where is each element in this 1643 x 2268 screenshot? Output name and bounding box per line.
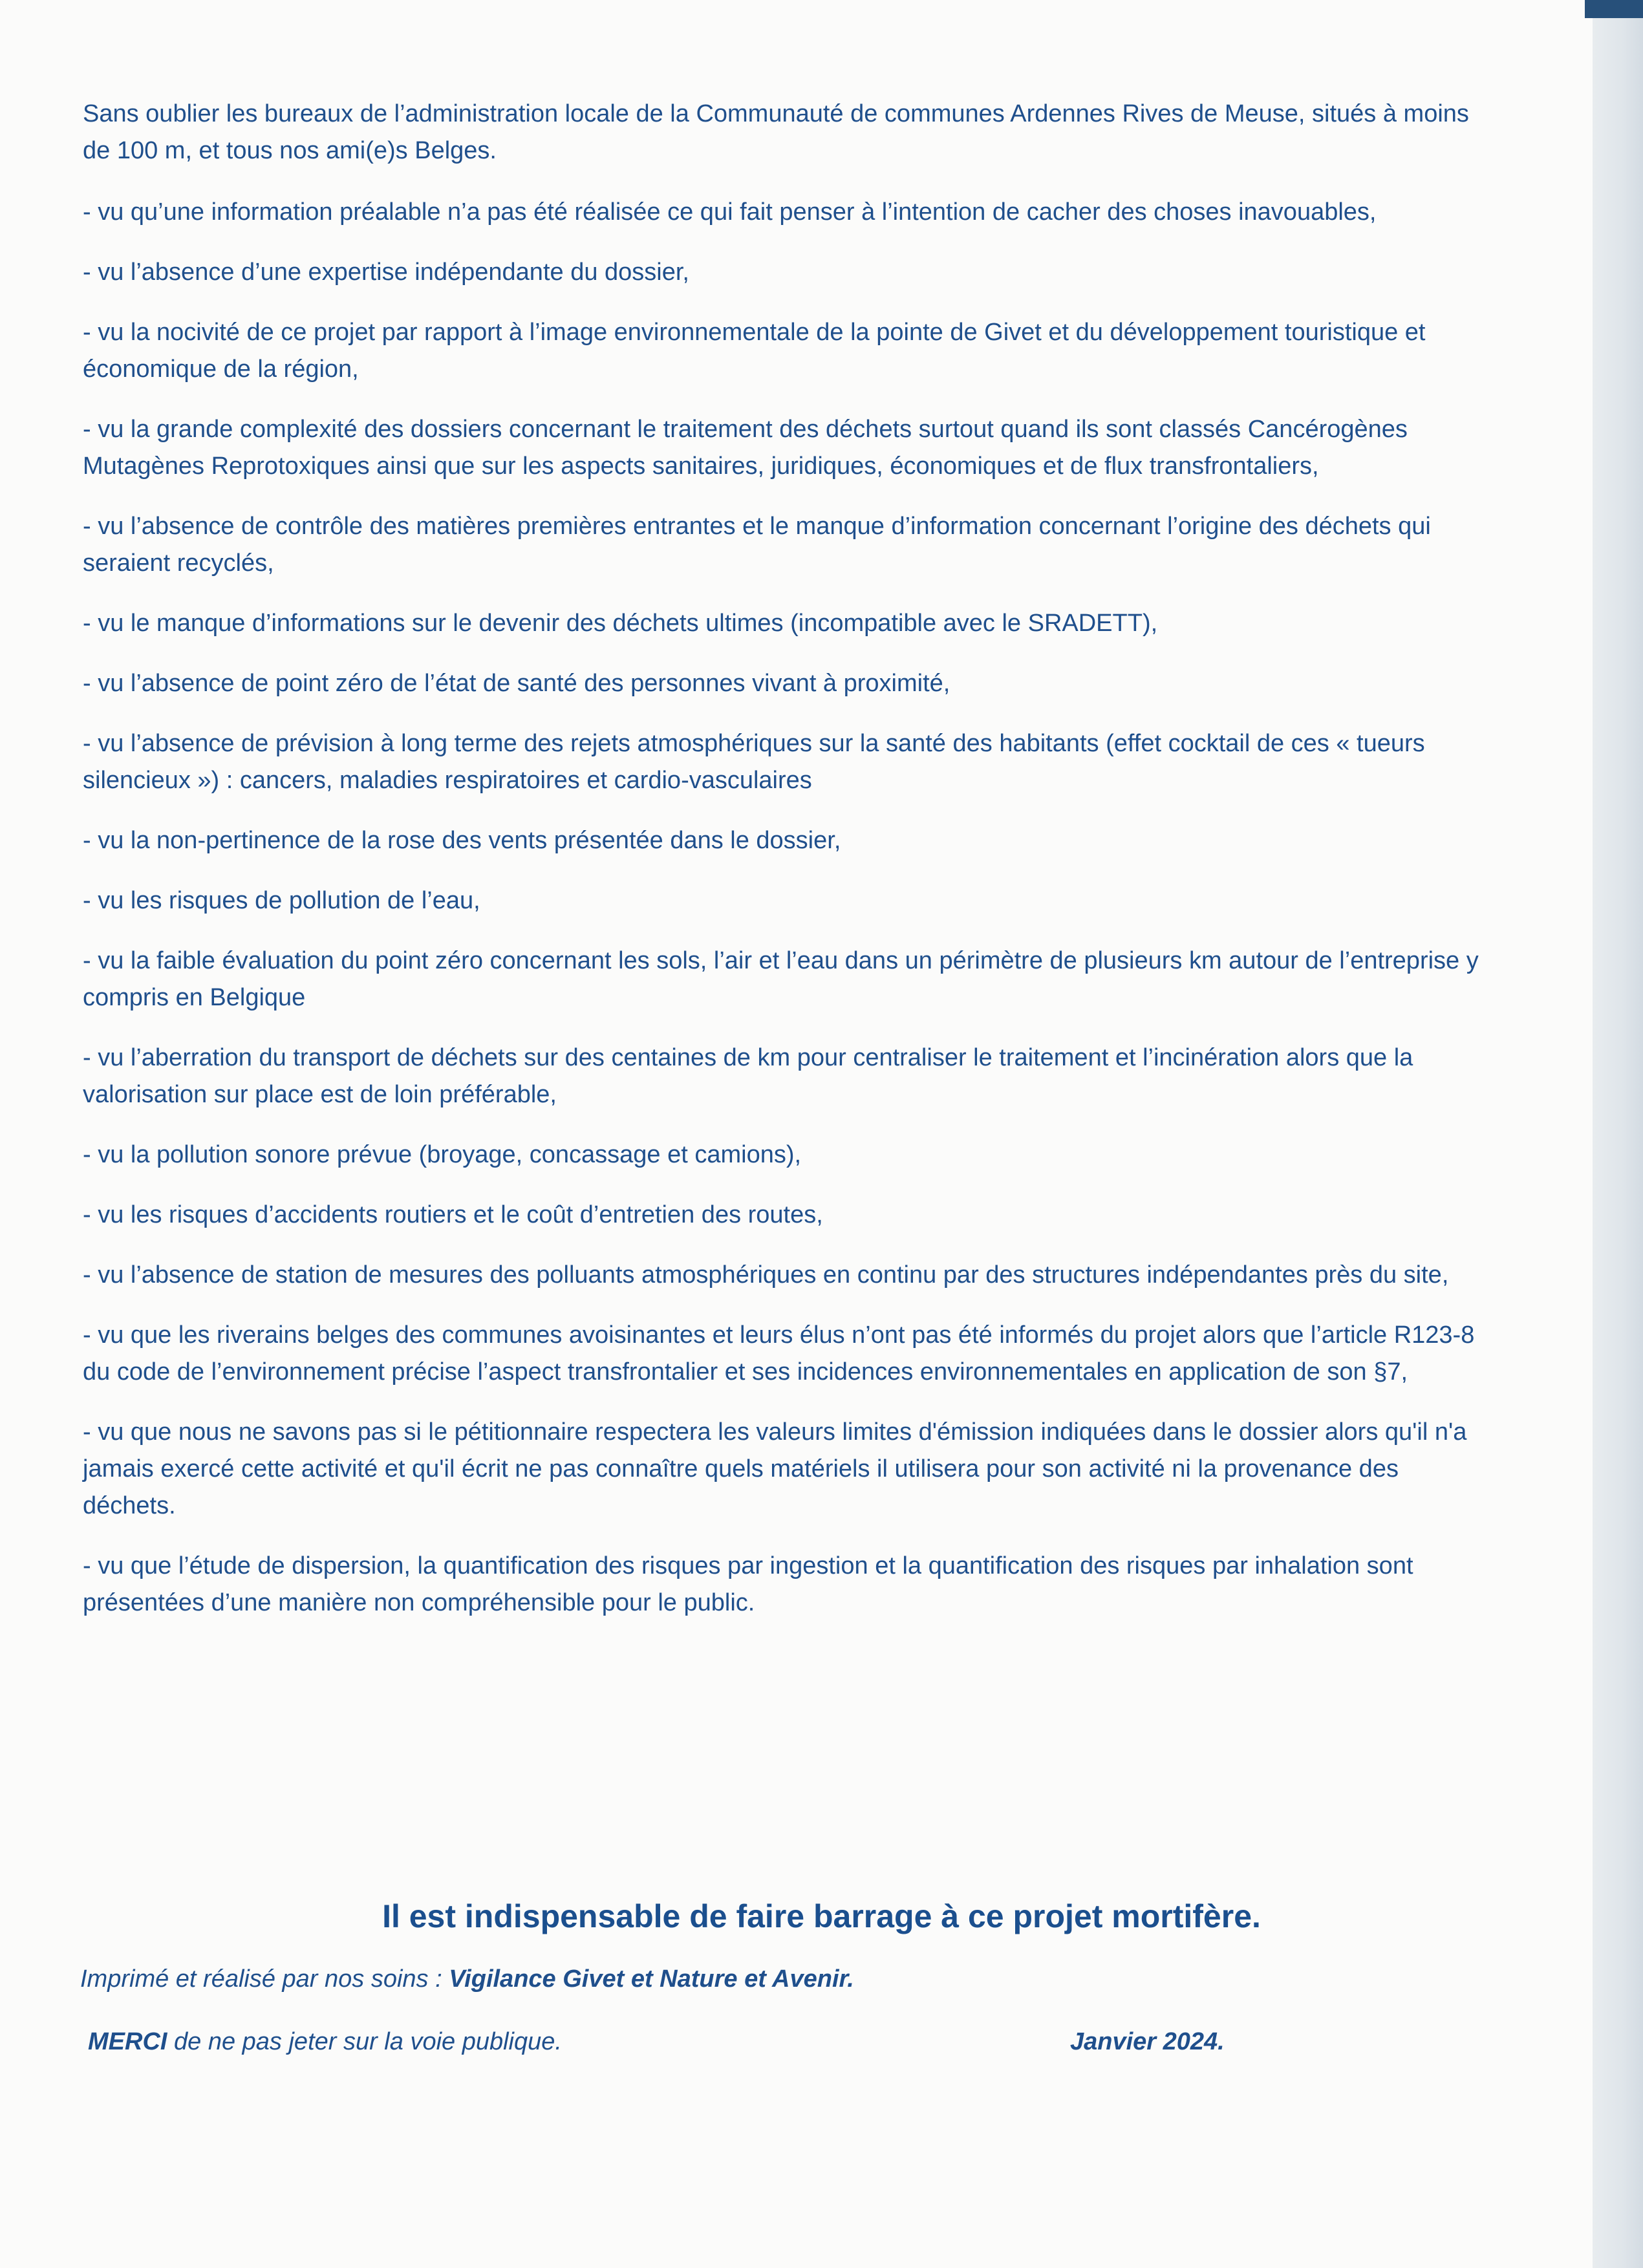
disposal-notice (88, 2028, 562, 2056)
list-item: - vu la grande complexité des dossiers concernant le traitement des déchets surtout quand ils sont classés Cancérogènes Mutagènes Reprotoxiques ainsi que sur les aspects sanitaires, juridiques, économiques et de flux transfrontaliers, (83, 416, 1408, 480)
document-date: Janvier 2024. (1070, 2028, 1225, 2055)
list-item: - vu l’absence de contrôle des matières premières entrantes et le manque d’information concernant l’origine des déchets qui seraient recyclés, (83, 513, 1431, 577)
list-item: - vu l’absence d’une expertise indépendante du dossier, (83, 259, 689, 286)
list-item: - vu la faible évaluation du point zéro concernant les sols, l’air et l’eau dans un périmètre de plusieurs km autour de l’entreprise y compris en Belgique (83, 947, 1479, 1011)
credit-line (80, 1965, 854, 1993)
list-item: - vu les risques de pollution de l’eau, (83, 887, 480, 914)
list-item: - vu l’absence de prévision à long terme des rejets atmosphériques sur la santé des habitants (effet cocktail de ces « tueurs silencieux ») : cancers, maladies respiratoires et cardio-vasculaires (83, 730, 1425, 794)
list-item: - vu les risques d’accidents routiers et le coût d’entretien des routes, (83, 1201, 823, 1228)
list-item: - vu la nocivité de ce projet par rapport à l’image environnementale de la pointe de Givet et du développement touristique et économique de la région, (83, 319, 1426, 383)
credit-prefix: Imprimé et réalisé par nos soins : (80, 1965, 449, 1993)
merci-word: MERCI (88, 2028, 167, 2055)
intro-paragraph: Sans oublier les bureaux de l’administration locale de la Communauté de communes Ardennes Rives de Meuse, situés à moins de 100 m, et tous nos ami(e)s Belges. (83, 100, 1469, 164)
list-item: - vu que nous ne savons pas si le pétitionnaire respectera les valeurs limites d'émission indiquées dans le dossier alors qu'il n'a jamais exercé cette activité et qu'il écrit ne pas connaître quels matériels il utilisera pour son activité ni la provenance des déchets. (83, 1418, 1467, 1519)
list-item: - vu l’absence de station de mesures des polluants atmosphériques en continu par des structures indépendantes près du site, (83, 1261, 1449, 1289)
list-item: - vu l’absence de point zéro de l’état de santé des personnes vivant à proximité, (83, 670, 950, 697)
list-item: - vu l’aberration du transport de déchets sur des centaines de km pour centraliser le traitement et l’incinération alors que la valorisation sur place est de loin préférable, (83, 1044, 1413, 1108)
list-item: - vu la non-pertinence de la rose des vents présentée dans le dossier, (83, 827, 841, 854)
document-body (83, 96, 1492, 1645)
list-item: - vu que les riverains belges des communes avoisinantes et leurs élus n’ont pas été informés du projet alors que l’article R123-8 du code de l’environnement précise l’aspect transfrontalier et ses incidences environnementales en application de son §7, (83, 1321, 1475, 1385)
list-item: - vu la pollution sonore prévue (broyage, concassage et camions), (83, 1141, 802, 1168)
disposal-notice-text: de ne pas jeter sur la voie publique. (167, 2028, 562, 2055)
list-item: - vu qu’une information préalable n’a pas été réalisée ce qui fait penser à l’intention de cacher des choses inavouables, (83, 198, 1377, 226)
list-item: - vu que l’étude de dispersion, la quantification des risques par ingestion et la quantification des risques par inhalation sont présentées d’une manière non compréhensible pour le public. (83, 1552, 1413, 1616)
page-edge-corner (1585, 0, 1643, 18)
list-item: - vu le manque d’informations sur le devenir des déchets ultimes (incompatible avec le SRADETT), (83, 610, 1158, 637)
closing-headline: Il est indispensable de faire barrage à ce projet mortifère. (382, 1898, 1261, 1934)
credit-organizations: Vigilance Givet et Nature et Avenir. (449, 1965, 854, 1993)
